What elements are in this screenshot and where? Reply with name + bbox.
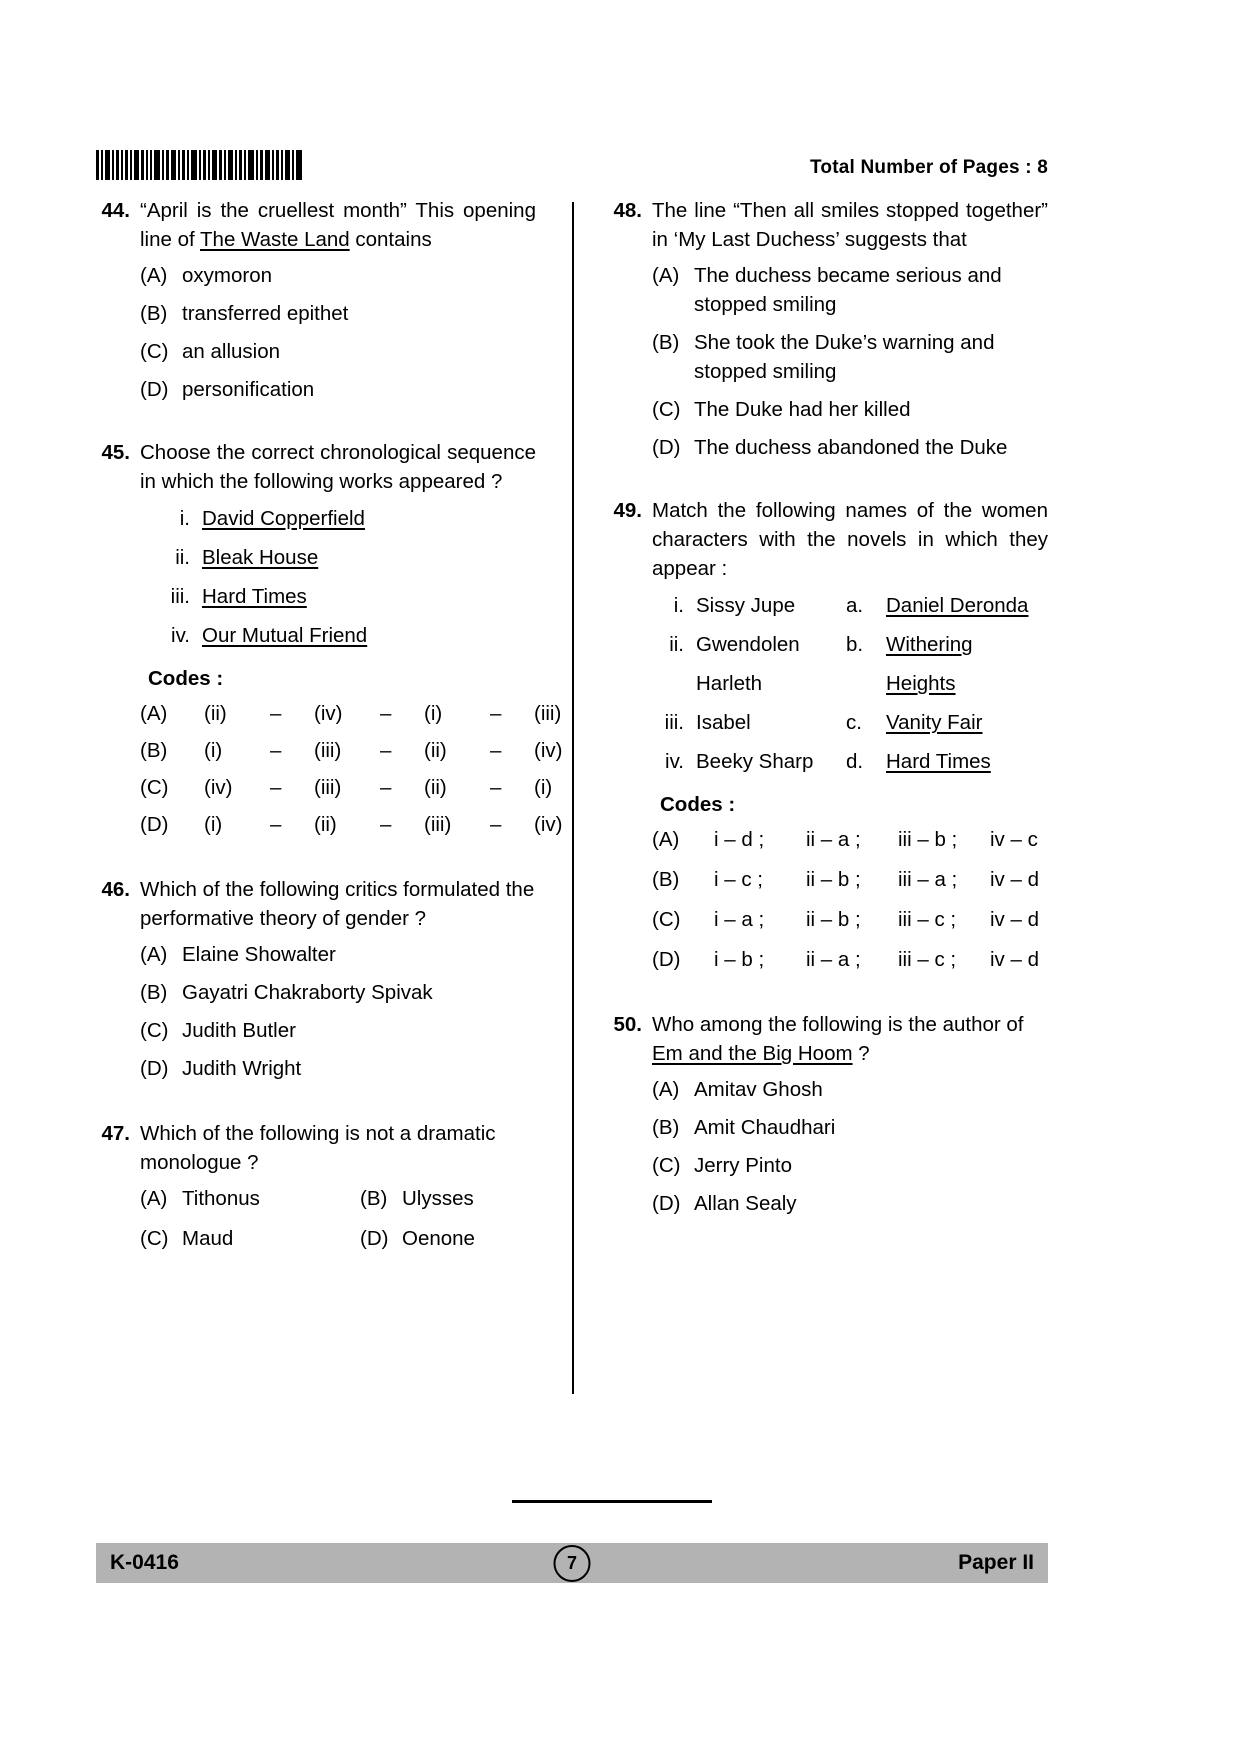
match-left-name-cont: Harleth bbox=[696, 672, 763, 695]
codes-dash: – bbox=[380, 739, 392, 762]
codes-v1: (i) bbox=[204, 813, 223, 836]
option-list bbox=[608, 1075, 1048, 1218]
codes-key: (A) bbox=[652, 828, 680, 851]
codes-v2: (iii) bbox=[314, 739, 342, 762]
codes-m1: i – d ; bbox=[714, 828, 765, 851]
match-row bbox=[652, 708, 1048, 737]
question-number: 45. bbox=[101, 441, 130, 464]
option-text: Allan Sealy bbox=[694, 1192, 797, 1215]
match-left-name: Gwendolen bbox=[696, 633, 800, 656]
codes-m2: ii – b ; bbox=[806, 908, 861, 931]
option-a[interactable] bbox=[140, 1184, 360, 1213]
option-key: (B) bbox=[140, 981, 168, 1004]
right-column bbox=[608, 196, 1048, 1244]
option-d[interactable] bbox=[652, 433, 1048, 462]
option-d[interactable] bbox=[140, 1054, 536, 1083]
option-c[interactable] bbox=[140, 337, 536, 366]
codes-v3: (i) bbox=[424, 702, 443, 725]
option-list bbox=[96, 940, 536, 1083]
option-b[interactable] bbox=[652, 1113, 1048, 1142]
option-key: (A) bbox=[652, 1078, 680, 1101]
match-left-key-empty bbox=[652, 669, 696, 698]
works-list bbox=[96, 504, 536, 650]
option-text: The duchess became serious and stopped smiling bbox=[694, 264, 1002, 316]
codes-v3: (iii) bbox=[424, 813, 452, 836]
page-header bbox=[96, 146, 1048, 180]
codes-v1: (ii) bbox=[204, 702, 227, 725]
codes-key: (D) bbox=[140, 813, 169, 836]
codes-v2: (ii) bbox=[314, 813, 337, 836]
option-text: Ulysses bbox=[402, 1187, 474, 1210]
codes-option-b[interactable] bbox=[140, 736, 563, 765]
option-key: (C) bbox=[140, 1019, 169, 1042]
question-number: 46. bbox=[101, 878, 130, 901]
option-a[interactable] bbox=[652, 1075, 1048, 1104]
work-item bbox=[160, 543, 536, 572]
left-column bbox=[96, 196, 563, 1279]
option-list bbox=[608, 261, 1048, 462]
match-right-key: b. bbox=[846, 633, 864, 656]
work-item bbox=[160, 621, 536, 650]
codes-option-a[interactable] bbox=[140, 699, 562, 728]
option-d[interactable] bbox=[140, 375, 536, 404]
option-key: (B) bbox=[652, 1116, 680, 1139]
page-number-badge: 7 bbox=[554, 1545, 591, 1582]
codes-label: Codes : bbox=[660, 793, 736, 816]
codes-v4: (i) bbox=[534, 776, 553, 799]
question-44 bbox=[96, 196, 536, 404]
option-key: (C) bbox=[652, 398, 681, 421]
question-47 bbox=[96, 1119, 536, 1253]
work-title: Bleak House bbox=[202, 546, 319, 569]
match-left-key: ii. bbox=[669, 633, 684, 656]
match-left-key: iv. bbox=[665, 750, 684, 773]
codes-table bbox=[96, 699, 563, 839]
option-text: Oenone bbox=[402, 1227, 475, 1250]
option-key: (C) bbox=[652, 1154, 681, 1177]
question-stem bbox=[652, 1010, 1048, 1068]
option-text: The duchess abandoned the Duke bbox=[694, 436, 1008, 459]
option-d[interactable] bbox=[360, 1224, 536, 1253]
match-left-key: iii. bbox=[664, 711, 684, 734]
option-text: personification bbox=[182, 378, 315, 401]
question-46 bbox=[96, 875, 536, 1083]
match-right-key: c. bbox=[846, 711, 862, 734]
option-text: an allusion bbox=[182, 340, 281, 363]
option-c[interactable] bbox=[652, 395, 1048, 424]
match-left-name: Beeky Sharp bbox=[696, 750, 814, 773]
match-left-name: Sissy Jupe bbox=[696, 594, 796, 617]
work-key: ii. bbox=[175, 546, 190, 569]
codes-label: Codes : bbox=[148, 667, 224, 690]
question-number: 44. bbox=[101, 199, 130, 222]
match-row bbox=[652, 747, 1048, 776]
paper-code: K-0416 bbox=[110, 1551, 179, 1574]
question-stem: Match the following names of the women characters with the novels in which they appear : bbox=[652, 499, 1048, 580]
question-number: 49. bbox=[613, 499, 642, 522]
codes-m4: iv – c bbox=[990, 828, 1038, 851]
option-c[interactable] bbox=[140, 1224, 360, 1253]
work-key: iv. bbox=[171, 624, 190, 647]
option-key: (D) bbox=[360, 1227, 389, 1250]
codes-dash: – bbox=[380, 702, 392, 725]
codes-dash: – bbox=[490, 739, 502, 762]
codes-dash: – bbox=[270, 776, 282, 799]
match-right-name: Vanity Fair bbox=[886, 711, 983, 734]
codes-dash: – bbox=[270, 739, 282, 762]
codes-key: (B) bbox=[652, 868, 680, 891]
codes-m1: i – c ; bbox=[714, 868, 763, 891]
paper-label: Paper II bbox=[958, 1551, 1034, 1574]
codes-m4: iv – d bbox=[990, 868, 1039, 891]
codes-m1: i – a ; bbox=[714, 908, 765, 931]
codes-v1: (i) bbox=[204, 739, 223, 762]
option-text: Gayatri Chakraborty Spivak bbox=[182, 981, 433, 1004]
match-right-key: a. bbox=[846, 594, 864, 617]
work-item bbox=[160, 582, 536, 611]
option-key: (A) bbox=[140, 943, 168, 966]
question-number: 47. bbox=[101, 1122, 130, 1145]
codes-key: (D) bbox=[652, 948, 681, 971]
option-b[interactable] bbox=[652, 328, 1048, 386]
option-d[interactable] bbox=[652, 1189, 1048, 1218]
question-number: 50. bbox=[613, 1013, 642, 1036]
option-key: (A) bbox=[140, 1187, 168, 1210]
question-columns bbox=[96, 196, 1048, 1436]
match-row bbox=[652, 591, 1048, 620]
match-right-key-empty bbox=[846, 669, 886, 698]
work-item bbox=[160, 504, 536, 533]
codes-v3: (ii) bbox=[424, 739, 447, 762]
codes-option-d[interactable] bbox=[652, 945, 1048, 974]
stem-text-a: “April is the cruellest month” This opening line of bbox=[140, 199, 536, 251]
work-key: iii. bbox=[170, 585, 190, 608]
codes-m2: ii – b ; bbox=[806, 868, 861, 891]
match-row-continuation bbox=[652, 669, 1048, 698]
codes-dash: – bbox=[270, 702, 282, 725]
codes-key: (C) bbox=[140, 776, 169, 799]
question-stem: The line “Then all smiles stopped together” in ‘My Last Duchess’ suggests that bbox=[652, 199, 1048, 251]
codes-key: (C) bbox=[652, 908, 681, 931]
option-text: Judith Wright bbox=[182, 1057, 302, 1080]
codes-key: (B) bbox=[140, 739, 168, 762]
codes-option-d[interactable] bbox=[140, 810, 563, 839]
option-text: She took the Duke’s warning and stopped smiling bbox=[694, 331, 995, 383]
option-key: (B) bbox=[360, 1187, 388, 1210]
question-45 bbox=[96, 438, 563, 839]
codes-dash: – bbox=[270, 813, 282, 836]
option-list bbox=[96, 261, 536, 404]
option-text: transferred epithet bbox=[182, 302, 349, 325]
option-list bbox=[96, 1184, 536, 1253]
option-a[interactable] bbox=[140, 940, 536, 969]
codes-m3: iii – c ; bbox=[898, 948, 957, 971]
codes-v4: (iv) bbox=[534, 813, 563, 836]
codes-dash: – bbox=[380, 776, 392, 799]
codes-key: (A) bbox=[140, 702, 168, 725]
codes-dash: – bbox=[380, 813, 392, 836]
option-key: (C) bbox=[140, 1227, 169, 1250]
match-right-name: Hard Times bbox=[886, 750, 991, 773]
option-key: (C) bbox=[140, 340, 169, 363]
codes-dash: – bbox=[490, 776, 502, 799]
question-stem: Which of the following critics formulated the performative theory of gender ? bbox=[140, 878, 535, 930]
work-title: Our Mutual Friend bbox=[202, 624, 368, 647]
codes-v2: (iii) bbox=[314, 776, 342, 799]
option-text: Elaine Showalter bbox=[182, 943, 336, 966]
codes-v2: (iv) bbox=[314, 702, 343, 725]
codes-v4: (iii) bbox=[534, 702, 562, 725]
stem-text-b: contains bbox=[349, 228, 432, 251]
codes-m4: iv – d bbox=[990, 908, 1039, 931]
option-b[interactable] bbox=[360, 1184, 536, 1213]
question-number: 48. bbox=[613, 199, 642, 222]
codes-m4: iv – d bbox=[990, 948, 1039, 971]
option-text: Tithonus bbox=[182, 1187, 260, 1210]
stem-title: Em and the Big Hoom bbox=[652, 1042, 853, 1065]
codes-option-a[interactable] bbox=[652, 825, 1048, 854]
stem-title: The Waste Land bbox=[200, 228, 350, 251]
codes-dash: – bbox=[490, 702, 502, 725]
question-stem bbox=[140, 196, 536, 254]
question-stem: Choose the correct chronological sequence in which the following works appeared ? bbox=[140, 441, 536, 493]
total-pages-label: Total Number of Pages : 8 bbox=[810, 157, 1048, 178]
option-b[interactable] bbox=[140, 978, 536, 1007]
page-footer bbox=[96, 1543, 1048, 1583]
codes-table bbox=[608, 825, 1048, 974]
codes-option-c[interactable] bbox=[140, 773, 553, 802]
codes-v1: (iv) bbox=[204, 776, 233, 799]
match-list bbox=[608, 591, 1048, 776]
option-text: Amit Chaudhari bbox=[694, 1116, 836, 1139]
option-text: Judith Butler bbox=[182, 1019, 296, 1042]
codes-dash: – bbox=[490, 813, 502, 836]
option-text: Maud bbox=[182, 1227, 234, 1250]
option-key: (D) bbox=[140, 378, 169, 401]
question-50 bbox=[608, 1010, 1048, 1218]
option-key: (A) bbox=[140, 264, 168, 287]
option-a[interactable] bbox=[140, 261, 536, 290]
option-c[interactable] bbox=[652, 1151, 1048, 1180]
stem-text-a: Who among the following is the author of bbox=[652, 1013, 1024, 1036]
option-text: The Duke had her killed bbox=[694, 398, 911, 421]
codes-m2: ii – a ; bbox=[806, 948, 861, 971]
codes-m1: i – b ; bbox=[714, 948, 765, 971]
option-c[interactable] bbox=[140, 1016, 536, 1045]
work-key: i. bbox=[179, 507, 190, 530]
option-text: Jerry Pinto bbox=[694, 1154, 792, 1177]
codes-m2: ii – a ; bbox=[806, 828, 861, 851]
codes-m3: iii – b ; bbox=[898, 828, 958, 851]
work-title: Hard Times bbox=[202, 585, 307, 608]
option-key: (D) bbox=[652, 1192, 681, 1215]
option-key: (B) bbox=[140, 302, 168, 325]
codes-v4: (iv) bbox=[534, 739, 563, 762]
option-text: oxymoron bbox=[182, 264, 273, 287]
match-right-name: Withering bbox=[886, 633, 973, 656]
codes-option-c[interactable] bbox=[652, 905, 1048, 934]
option-b[interactable] bbox=[140, 299, 536, 328]
codes-m3: iii – c ; bbox=[898, 908, 957, 931]
option-key: (D) bbox=[140, 1057, 169, 1080]
option-key: (B) bbox=[652, 331, 680, 354]
match-row bbox=[652, 630, 1048, 659]
stem-text-b: ? bbox=[852, 1042, 870, 1065]
option-text: Amitav Ghosh bbox=[694, 1078, 823, 1101]
question-48 bbox=[608, 196, 1048, 462]
option-key: (D) bbox=[652, 436, 681, 459]
match-right-name: Daniel Deronda bbox=[886, 594, 1029, 617]
match-right-key: d. bbox=[846, 750, 864, 773]
option-a[interactable] bbox=[652, 261, 1048, 319]
codes-m3: iii – a ; bbox=[898, 868, 958, 891]
option-key: (A) bbox=[652, 264, 680, 287]
match-left-key: i. bbox=[673, 594, 684, 617]
match-right-name-cont: Heights bbox=[886, 672, 956, 695]
question-stem: Which of the following is not a dramatic monologue ? bbox=[140, 1122, 496, 1174]
bottom-rule bbox=[512, 1500, 712, 1503]
codes-v3: (ii) bbox=[424, 776, 447, 799]
barcode bbox=[96, 150, 304, 180]
work-title: David Copperfield bbox=[202, 507, 365, 530]
question-49 bbox=[608, 496, 1048, 974]
match-left-name: Isabel bbox=[696, 711, 751, 734]
codes-option-b[interactable] bbox=[652, 865, 1048, 894]
